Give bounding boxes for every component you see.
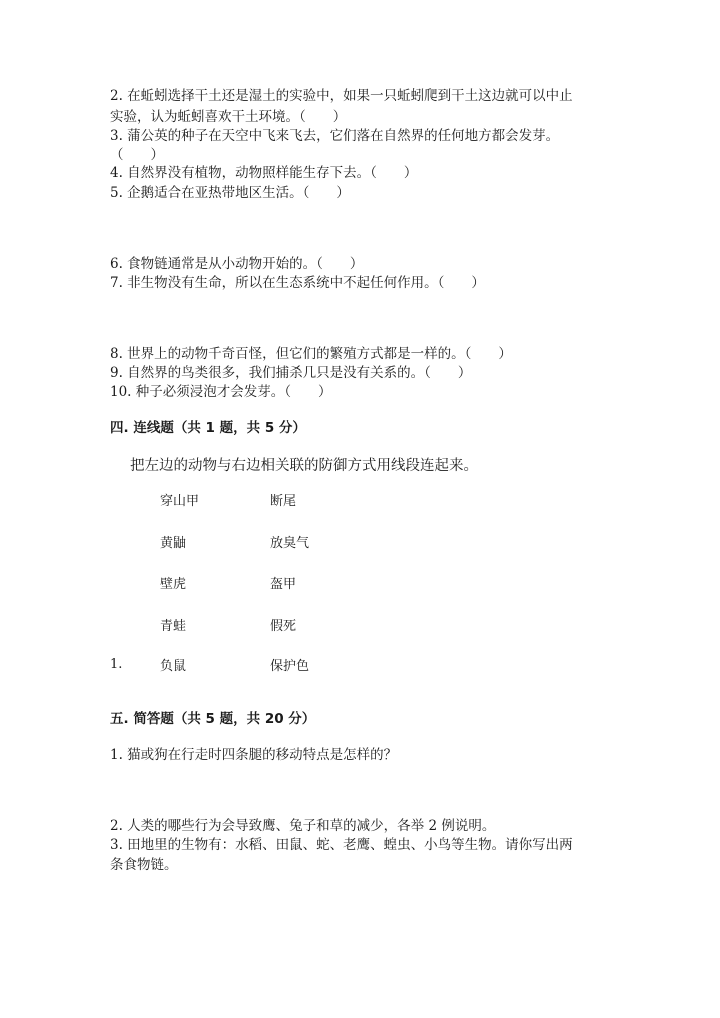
judgement-item-10: 10. 种子必须浸泡才会发芽。（ ） [110, 384, 332, 400]
matching-right-item: 断尾 [270, 494, 297, 509]
matching-heading: 四. 连线题（共 1 题，共 5 分） [110, 420, 306, 436]
matching-left-item: 黄鼬 [160, 536, 187, 551]
matching-right-item: 保护色 [270, 659, 310, 674]
short-answer-item-2: 2. 人类的哪些行为会导致鹰、兔子和草的减少，各举 2 例说明。 [110, 818, 496, 834]
judgement-item-8: 8. 世界上的动物千奇百怪，但它们的繁殖方式都是一样的。（ ） [110, 346, 512, 362]
judgement-item-2-line-1: 2. 在蚯蚓选择干土还是湿土的实验中，如果一只蚯蚓爬到干土这边就可以中止 [110, 88, 573, 104]
matching-left-item: 青蛙 [160, 619, 187, 634]
short-answer-item-3-line-2: 条食物链。 [110, 857, 178, 873]
short-answer-item-1: 1. 猫或狗在行走时四条腿的移动特点是怎样的？ [110, 747, 398, 763]
judgement-item-9: 9. 自然界的鸟类很多，我们捕杀几只是没有关系的。（ ） [110, 365, 472, 381]
judgement-item-7: 7. 非生物没有生命，所以在生态系统中不起任何作用。（ ） [110, 275, 485, 291]
judgement-item-5: 5. 企鹅适合在亚热带地区生活。（ ） [110, 185, 350, 201]
matching-left-item: 穿山甲 [160, 494, 200, 509]
matching-left-item: 壁虎 [160, 577, 187, 592]
short-answer-heading: 五. 简答题（共 5 题，共 20 分） [110, 711, 316, 727]
judgement-item-2-line-2: 实验，认为蚯蚓喜欢干土环境。（ ） [110, 109, 347, 125]
matching-question-number: 1. [110, 657, 123, 672]
matching-right-item: 盔甲 [270, 577, 297, 592]
short-answer-item-3-line-1: 3. 田地里的生物有：水稻、田鼠、蛇、老鹰、蝗虫、小鸟等生物。请你写出两 [110, 837, 573, 853]
judgement-item-3-line-2: （ ） [110, 147, 164, 163]
judgement-item-3-line-1: 3. 蒲公英的种子在天空中飞来飞去，它们落在自然界的任何地方都会发芽。 [110, 128, 560, 144]
matching-right-item: 放臭气 [270, 536, 310, 551]
matching-left-item: 负鼠 [160, 659, 187, 674]
matching-right-item: 假死 [270, 619, 297, 634]
judgement-item-4: 4. 自然界没有植物，动物照样能生存下去。（ ） [110, 165, 418, 181]
judgement-item-6: 6. 食物链通常是从小动物开始的。（ ） [110, 256, 364, 272]
matching-instruction: 把左边的动物与右边相关联的防御方式用线段连起来。 [130, 458, 478, 474]
